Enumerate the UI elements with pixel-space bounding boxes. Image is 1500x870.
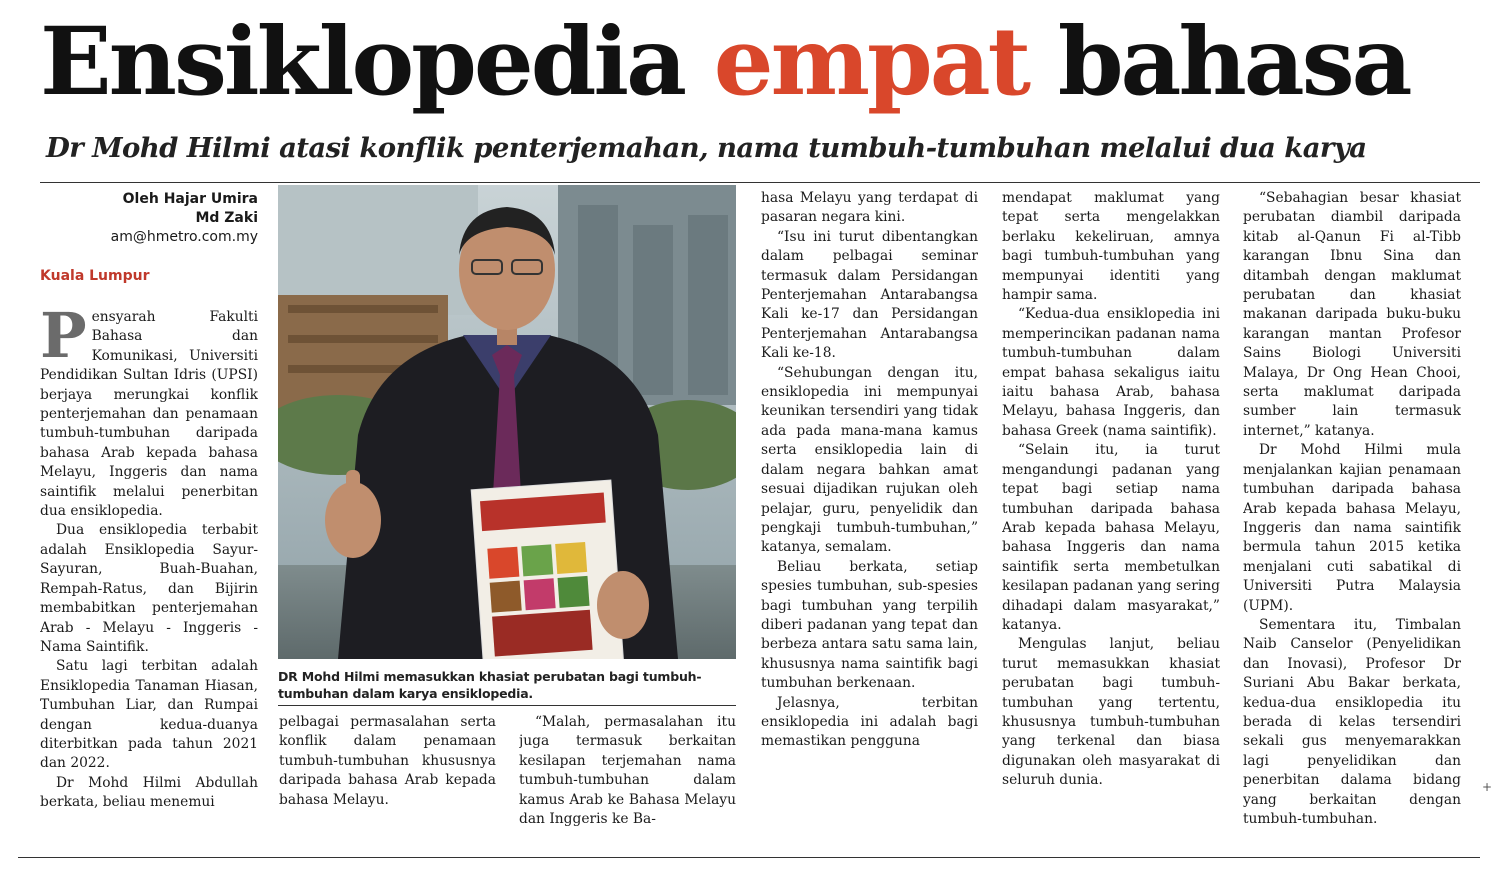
column-6 (1243, 189, 1461, 839)
col5-para-4: Mengulas lanjut, beliau turut memasukkan khasiat perubatan bagi tumbuh-tumbuhan yang tertentu, khususnya tumbuh-tumbuhan yang terkenal dan biasa digunakan oleh masyarakat di seluruh dunia. (1002, 636, 1220, 789)
byline-name-line2: Md Zaki (195, 210, 258, 226)
crop-mark: + (1481, 780, 1492, 794)
col6-para-1: “Sebahagian besar khasiat perubatan diambil daripada kitab al-Qanun Fi al-Tibb karangan Ibnu Sina dan ditambah dengan maklumat perubatan dan khasiat makanan daripada buku-buku karangan mantan Profesor Sains Biologi Universiti Malaya, Dr Ong Hean Chooi, serta maklumat daripada sumber lain termasuk internet,” katanya. (1243, 190, 1461, 439)
photo-illustration (278, 185, 736, 659)
photo (278, 185, 736, 659)
col1-para-2: Dua ensiklopedia terbabit adalah Ensiklopedia Sayur-Sayuran, Buah-Buahan, Rempah-Ratus, dan Bijirin membabitkan penterjemahan Arab - Melayu - Inggeris - Nama Saintifik. (40, 522, 258, 655)
byline-name-line1: Oleh Hajar Umira (122, 191, 258, 207)
col1-para-1-text: ensyarah Fakulti Bahasa dan Komunikasi, Universiti Pendidikan Sultan Idris (UPSI) berjaya merungkai konflik penterjemahan dan penamaan tumbuh-tumbuhan daripada bahasa Arab kepada bahasa Melayu, Inggeris dan nama saintifik melalui penerbitan dua ensiklopedia. (40, 309, 258, 520)
subheadline: Dr Mohd Hilmi atasi konflik penterjemahan, nama tumbuh-tumbuhan melalui dua karya (46, 132, 1367, 164)
headline (40, 6, 1480, 118)
col4-para-5: Jelasnya, terbitan ensiklopedia ini adalah bagi memastikan pengguna (761, 694, 978, 750)
col6-para-2: Dr Mohd Hilmi mula menjalankan kajian penamaan tumbuhan daripada bahasa Arab kepada bahasa Melayu, Inggeris dan nama saintifik bermula tahun 2015 ketika menjalani cuti sabatikal di Universiti Putra Malaysia (UPM). (1243, 442, 1461, 614)
col5-para-1: mendapat maklumat yang tepat serta mengelakkan berlaku kekeliruan, amnya bagi tumbuh-tumbuhan yang mempunyai identiti yang hampir sama. (1002, 190, 1220, 304)
col5-para-3: “Selain itu, ia turut mengandungi padanan yang tepat bagi setiap nama tumbuhan daripada bahasa Arab kepada bahasa Melayu, bahasa Inggeris dan nama saintifik serta membetulkan kesilapan padanan yang sering dihadapi dalam masyarakat,” katanya. (1002, 442, 1220, 633)
column-2 (279, 713, 496, 838)
col4-para-4: Beliau berkata, setiap spesies tumbuhan, sub-spesies bagi tumbuhan yang terpilih diberi padanan yang tepat dan berbeza antara satu sama lain, khususnya nama saintifik bagi tumbuhan berkenaan. (761, 558, 978, 692)
col5-para-2: “Kedua-dua ensiklopedia ini memperincikan padanan nama tumbuh-tumbuhan dalam empat bahasa sekaligus iaitu iaitu bahasa Arab, bahasa Melayu, bahasa Inggeris, dan bahasa Greek (nama saintifik). (1002, 306, 1220, 439)
column-5 (1002, 189, 1220, 839)
col4-para-1: hasa Melayu yang terdapat di pasaran negara kini. (761, 190, 978, 226)
column-4 (761, 189, 978, 839)
column-3 (519, 713, 736, 838)
byline (40, 190, 258, 247)
dateline: Kuala Lumpur (40, 268, 150, 284)
col1-para-3: Satu lagi terbitan adalah Ensiklopedia Tanaman Hiasan, Tumbuhan Liar, dan Rumpai dengan kedua-duanya diterbitkan pada tahun 2021 dan 2022. (40, 658, 258, 772)
photo-caption: DR Mohd Hilmi memasukkan khasiat perubatan bagi tumbuh-tumbuhan dalam karya ensiklopedia. (278, 669, 702, 701)
headline-accent: empat (713, 7, 1029, 117)
caption-rule (278, 705, 736, 706)
col3-para-1: “Malah, permasalahan itu juga termasuk berkaitan kesilapan terjemahan nama tumbuh-tumbuhan dalam kamus Arab ke Bahasa Melayu dan Inggeris ke Ba- (519, 714, 736, 828)
headline-part1: Ensiklopedia (40, 7, 714, 117)
col4-para-3: “Sehubungan dengan itu, ensiklopedia ini mempunyai keunikan tersendiri yang tidak ada pada mana-mana kamus serta ensiklopedia lain di dalam negara bahkan amat sesuai dijadikan rujukan oleh pelajar, guru, penyelidik dan pengkaji tumbuh-tumbuhan,” katanya, semalam. (761, 364, 978, 556)
col1-para-1 (40, 308, 258, 521)
col2-para-1: pelbagai permasalahan serta konflik dalam penamaan tumbuh-tumbuhan khususnya daripada bahasa Arab kepada bahasa Melayu. (279, 714, 496, 808)
top-rule (40, 182, 1480, 183)
bottom-rule (18, 857, 1480, 858)
col1-para-4: Dr Mohd Hilmi Abdullah berkata, beliau menemui (40, 774, 258, 811)
col4-para-2: “Isu ini turut dibentangkan dalam pelbagai seminar termasuk dalam Persidangan Penterjemahan Antarabangsa Kali ke-17 dan Persidangan Penterjemahan Antarabangsa Kali ke-18. (761, 228, 978, 362)
headline-part2: bahasa (1028, 7, 1410, 117)
dropcap: P (40, 308, 87, 372)
column-1 (40, 308, 258, 838)
byline-email: am@hmetro.com.my (110, 229, 258, 245)
col6-para-3: Sementara itu, Timbalan Naib Canselor (Penyelidikan dan Inovasi), Profesor Dr Suriani Abu Bakar berkata, kedua-dua ensiklopedia itu berada di kelas tersendiri sekali gus menyemarakkan lagi penyelidikan dan penerbitan dalama bidang yang berkaitan dengan tumbuh-tumbuhan. (1243, 616, 1461, 827)
